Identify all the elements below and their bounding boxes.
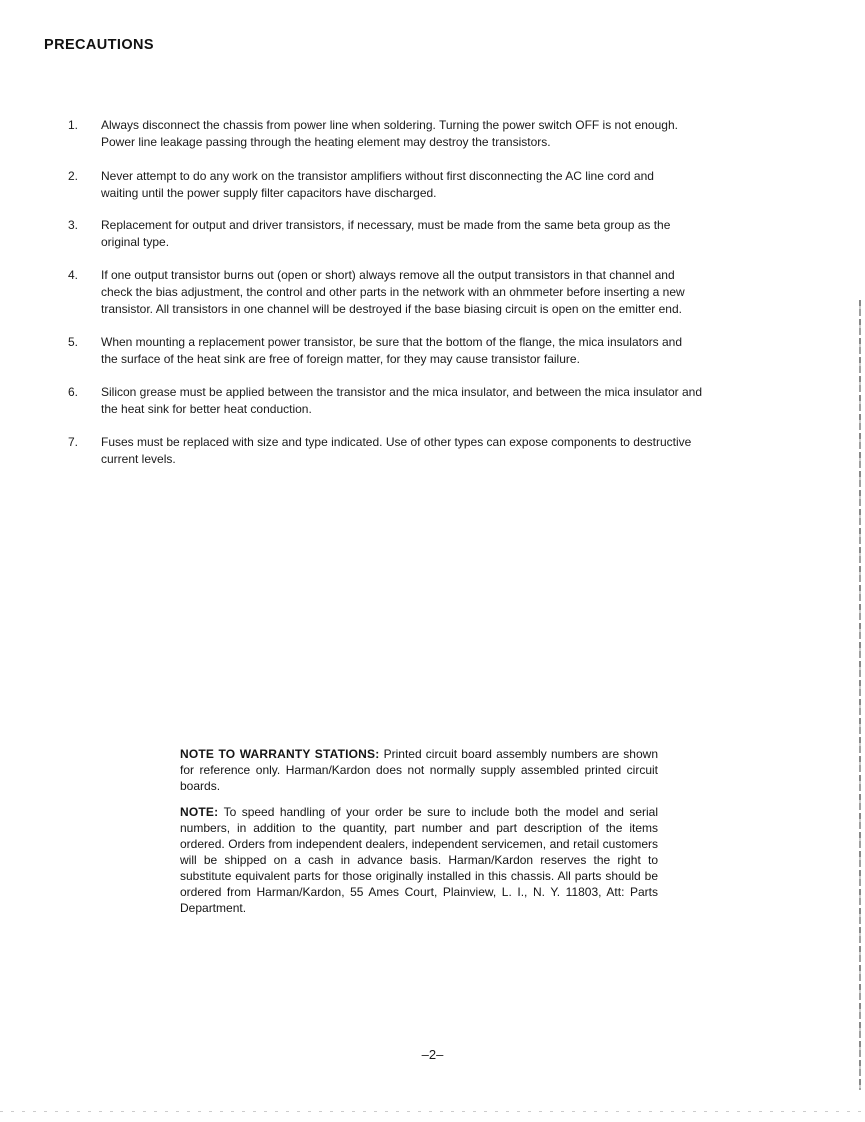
item-number: 2. bbox=[68, 169, 79, 183]
order-note-text: To speed handling of your order be sure to include both the model and serial numbers, in addition to the quantity, part number and part description of the items ordered. Orders from independent dealers, independent servicemen, and retail customers will be shipped on a cash in advance basis. Harman/Kardon reserves the right to substitute equivalent parts for those originally installed in this chassis. All parts should be ordered from Harman/Kardon, 55 Ames Court, Plainview, L. I., N. Y. 11803, Att: Parts Department. bbox=[180, 805, 658, 915]
item-line: Fuses must be replaced with size and type indicated. Use of other types can expose components to destructive bbox=[101, 435, 692, 449]
item-text bbox=[101, 434, 759, 468]
item-line: original type. bbox=[101, 235, 170, 249]
item-line: Silicon grease must be applied between the transistor and the mica insulator, and between the mica insulator and bbox=[101, 385, 703, 399]
item-line: waiting until the power supply filter capacitors have discharged. bbox=[101, 186, 437, 200]
notes-block bbox=[180, 746, 658, 926]
order-note-label: NOTE: bbox=[180, 805, 219, 819]
order-note bbox=[180, 804, 658, 916]
item-number: 1. bbox=[68, 118, 79, 132]
item-line: Always disconnect the chassis from power line when soldering. Turning the power switch OFF is not enough. bbox=[101, 118, 678, 132]
warranty-note bbox=[180, 746, 658, 794]
item-text bbox=[101, 334, 759, 368]
item-number: 4. bbox=[68, 268, 79, 282]
item-text bbox=[101, 384, 759, 418]
item-number: 7. bbox=[68, 435, 79, 449]
item-number: 6. bbox=[68, 385, 79, 399]
item-line: If one output transistor burns out (open or short) always remove all the output transistors in that channel and bbox=[101, 268, 675, 282]
warranty-note-label: NOTE TO WARRANTY STATIONS: bbox=[180, 747, 380, 761]
item-line: Power line leakage passing through the heating element may destroy the transistors. bbox=[101, 135, 551, 149]
item-line: transistor. All transistors in one channel will be destroyed if the base biasing circuit is open on the emitter end. bbox=[101, 302, 682, 316]
warranty-note-text: Printed circuit board assembly numbers are shown for reference only. Harman/Kardon does not normally supply assembled printed circuit boards. bbox=[180, 747, 658, 793]
item-number: 3. bbox=[68, 218, 79, 232]
item-text bbox=[101, 217, 759, 251]
item-line: the surface of the heat sink are free of foreign matter, for they may cause transistor failure. bbox=[101, 352, 580, 366]
scan-edge-decoration bbox=[859, 300, 861, 1090]
item-number: 5. bbox=[68, 335, 79, 349]
item-line: Replacement for output and driver transistors, if necessary, must be made from the same beta group as the bbox=[101, 218, 671, 232]
page-title: PRECAUTIONS bbox=[44, 37, 154, 53]
item-line: check the bias adjustment, the control and other parts in the network with an ohmmeter before inserting a new bbox=[101, 285, 685, 299]
item-text bbox=[101, 168, 759, 202]
precautions-list bbox=[0, 0, 865, 480]
item-text bbox=[101, 267, 759, 318]
item-line: Never attempt to do any work on the transistor amplifiers without first disconnecting the AC line cord and bbox=[101, 169, 654, 183]
item-line: the heat sink for better heat conduction. bbox=[101, 402, 312, 416]
item-line: current levels. bbox=[101, 452, 176, 466]
page-number: –2– bbox=[421, 1047, 444, 1062]
scan-edge-decoration bbox=[0, 1111, 865, 1112]
item-line: When mounting a replacement power transistor, be sure that the bottom of the flange, the mica insulators and bbox=[101, 335, 682, 349]
item-text bbox=[101, 117, 759, 151]
